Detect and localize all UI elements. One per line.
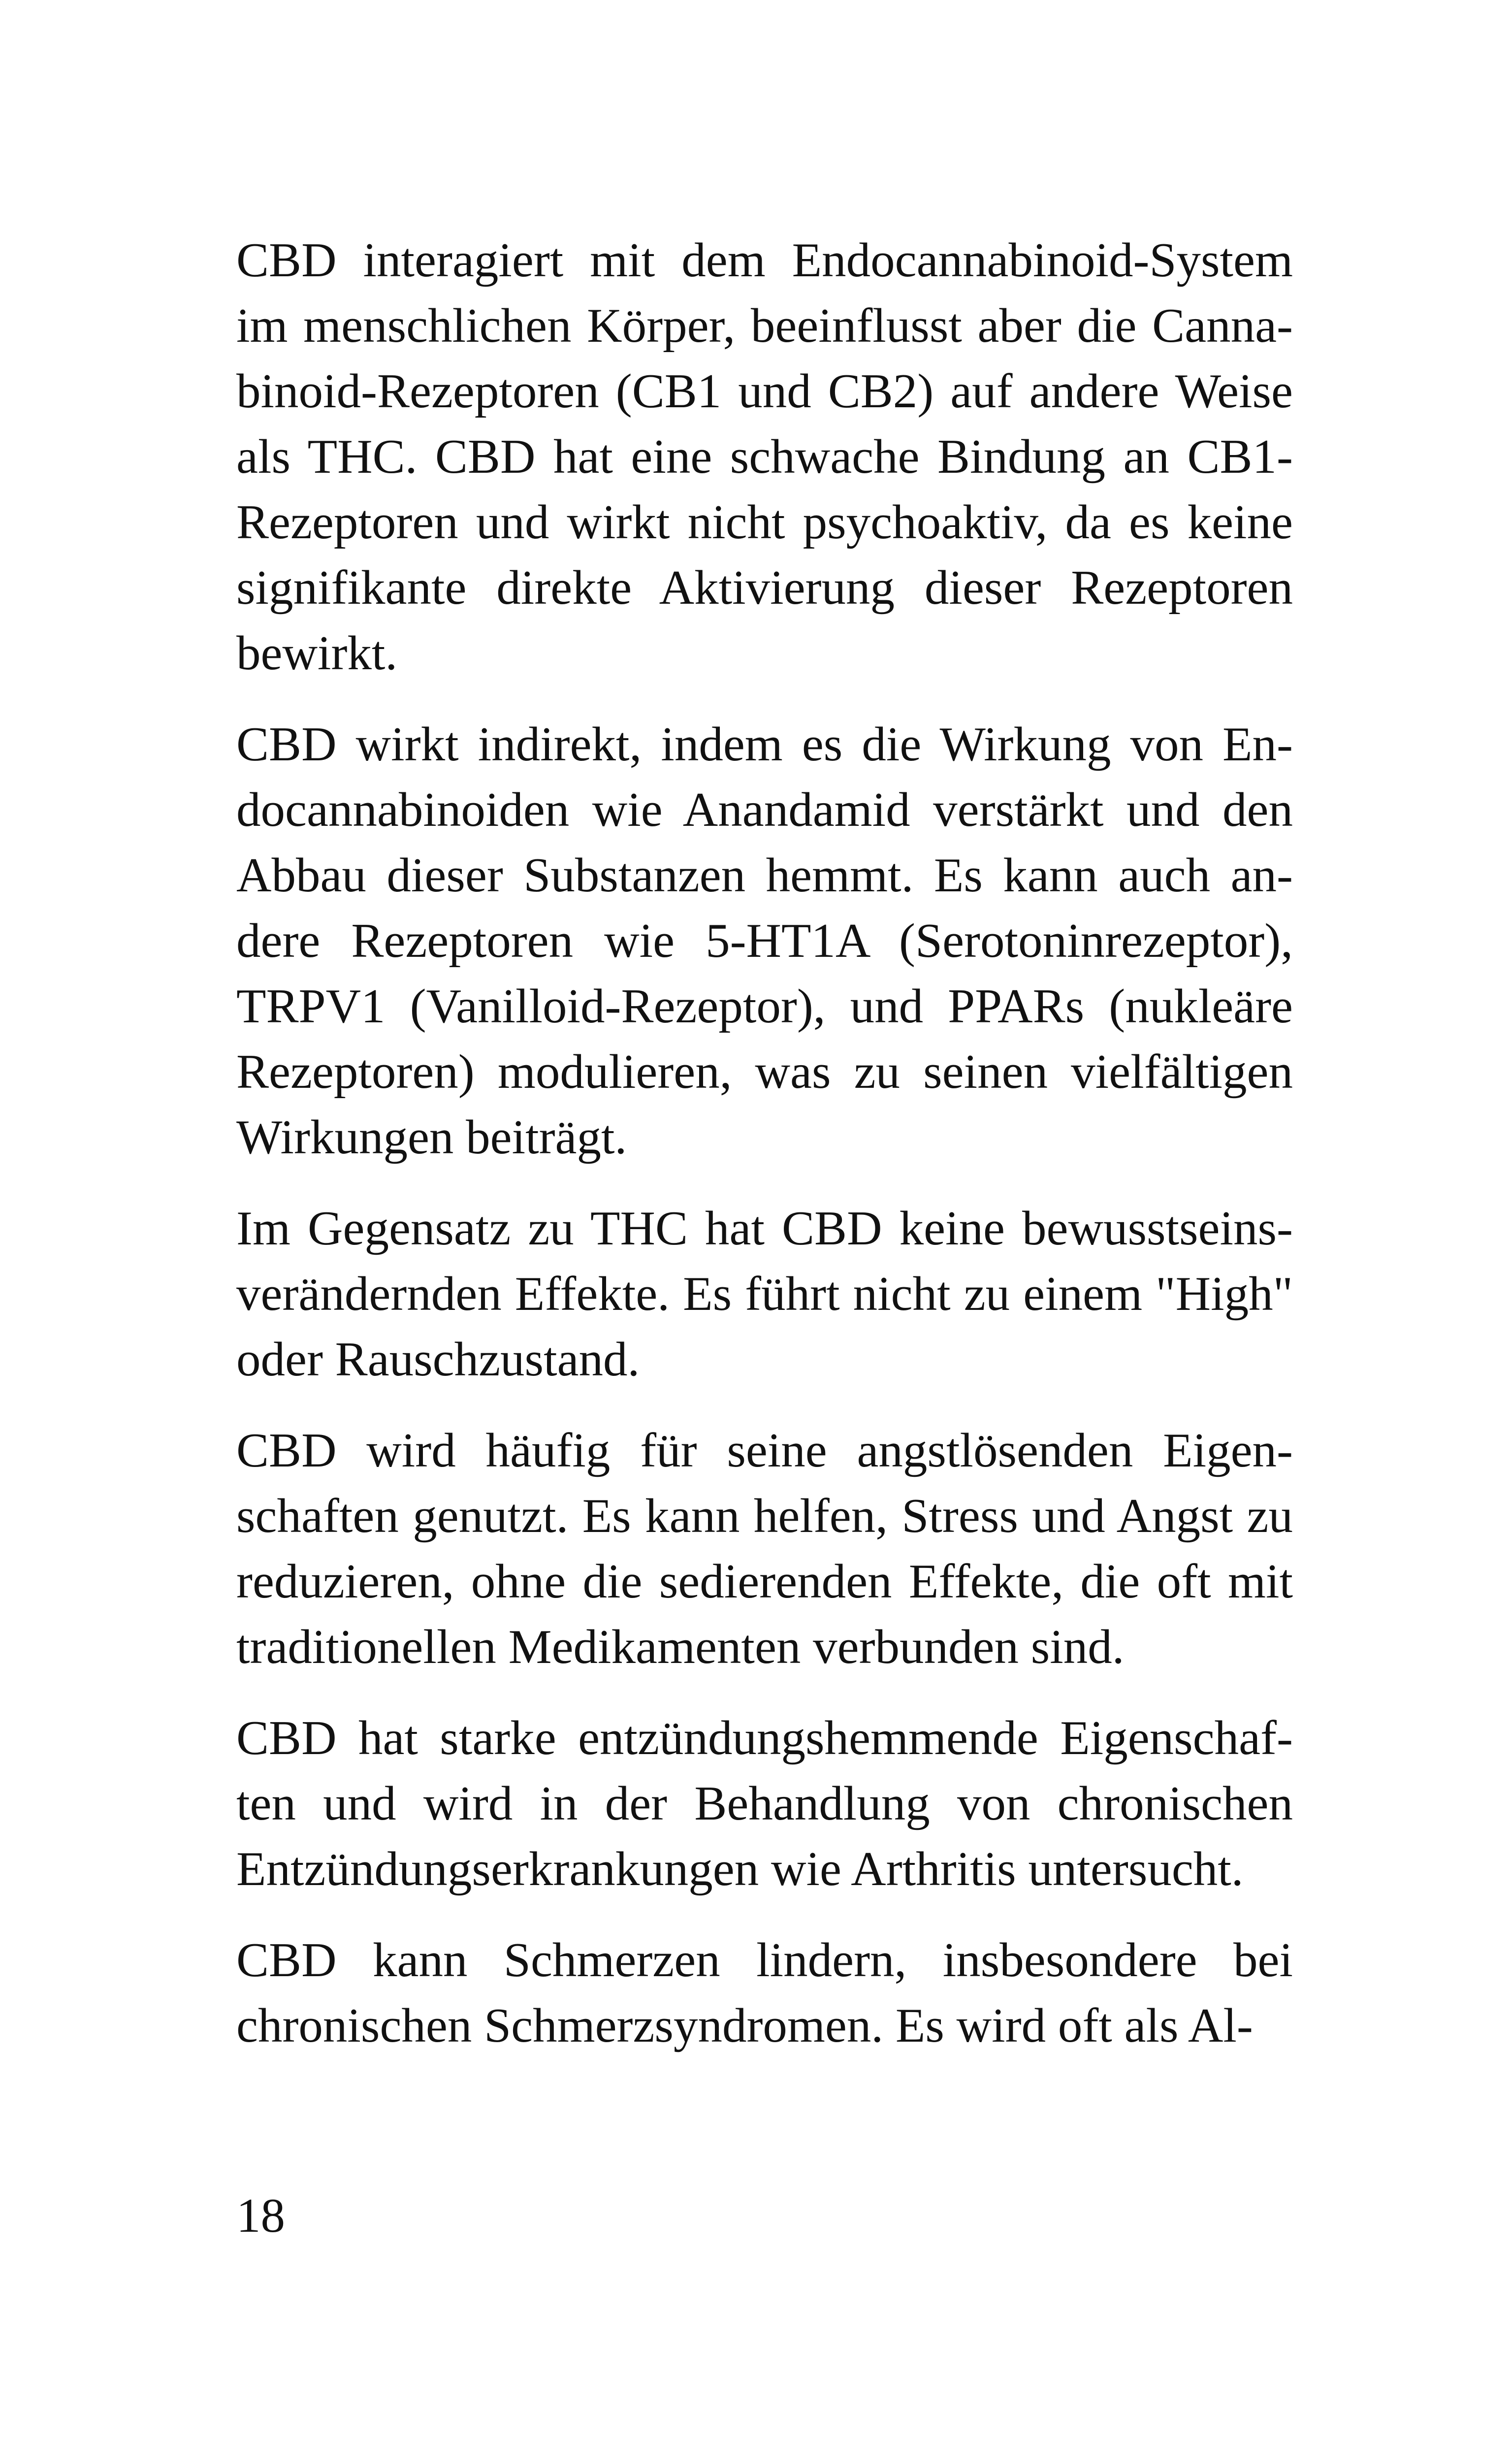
paragraph-anxiolytic: CBD wird häufig für seine angstlösenden Eigenschaften genutzt. Es kann helfen, Stress und Angst zu reduzieren, ohne die sedierenden Effekte, die oft mit traditionellen Medikamenten verbunden sind. [236, 1424, 1293, 1674]
page-number: 18 [236, 2189, 285, 2243]
paragraph-no-psychoactive-effect: Im Gegensatz zu THC hat CBD keine bewusstseinsverändernden Effekte. Es führt nicht zu einem "High" oder Rauschzustand. [236, 1202, 1293, 1386]
body-text [236, 228, 1293, 2058]
paragraph-endocannabinoid-system: CBD interagiert mit dem Endocannabinoid-System im menschlichen Körper, beeinflusst aber die Cannabinoid-Rezeptoren (CB1 und CB2) auf andere Weise als THC. CBD hat eine schwache Bindung an CB1-Rezeptoren und wirkt nicht psychoaktiv, da es keine signifikante direkte Aktivierung dieser Rezeptoren bewirkt. [236, 233, 1293, 680]
paragraph-pain-relief: CBD kann Schmerzen lindern, insbesondere bei chronischen Schmerzsyndromen. Es wird oft als Al- [236, 1933, 1293, 2052]
paragraph-anti-inflammatory: CBD hat starke entzündungshemmende Eigenschaften und wird in der Behandlung von chronischen Entzündungserkrankungen wie Arthritis untersucht. [236, 1711, 1293, 1896]
paragraph-indirect-effect: CBD wirkt indirekt, indem es die Wirkung von Endocannabinoiden wie Anandamid verstärkt und den Abbau dieser Substanzen hemmt. Es kann auch andere Rezeptoren wie 5-HT1A (Serotoninrezeptor), TRPV1 (Vanilloid-Rezeptor), und PPARs (nukleäre Rezeptoren) modulieren, was zu seinen vielfältigen Wirkungen beiträgt. [236, 717, 1293, 1164]
